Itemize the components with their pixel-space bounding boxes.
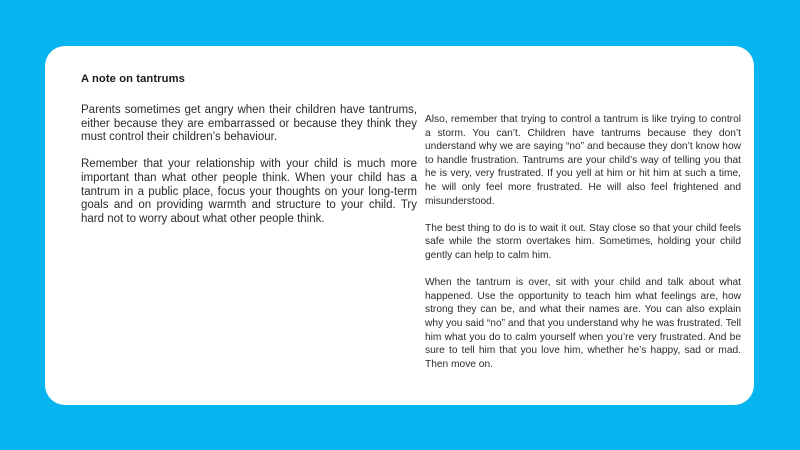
section-heading: A note on tantrums (81, 73, 185, 85)
right-column (425, 113, 741, 371)
paragraph-after-tantrum: When the tantrum is over, sit with your child and talk about what happened. Use the opportunity to teach him what feelings are, how strong they can be, and what their names are. You can also explain why you said “no” and that you understand why he was frustrated. Tell him what you do to calm yourself when you’re very frustrated. And be sure to tell him that you love him, whether he’s happy, sad or mad. Then move on. (425, 277, 741, 370)
document-card (45, 46, 754, 405)
paragraph-control-storm: Also, remember that trying to control a tantrum is like trying to control a storm. You can’t. Children have tantrums because they don’t understand why we are saying “no” and because they don’t know how to handle frustration. Tantrums are your child’s way of telling you that he is very, very frustrated. If you yell at him or hit him at such a time, he will only feel more frustrated. He will also feel frightened and misunderstood. (425, 114, 741, 207)
paragraph-parents-angry: Parents sometimes get angry when their children have tantrums, either because they are embarrassed or because they think they must control their children’s behaviour. (81, 104, 417, 144)
paragraph-wait-it-out: The best thing to do is to wait it out. Stay close so that your child feels safe while the storm overtakes him. Sometimes, holding your child gently can help to calm him. (425, 222, 741, 261)
paragraph-relationship: Remember that your relationship with your child is much more important than what other people think. When your child has a tantrum in a public place, focus your thoughts on your long-term goals and on providing warmth and structure to your child. Try hard not to worry about what other people think. (81, 158, 417, 225)
left-column (81, 104, 417, 226)
